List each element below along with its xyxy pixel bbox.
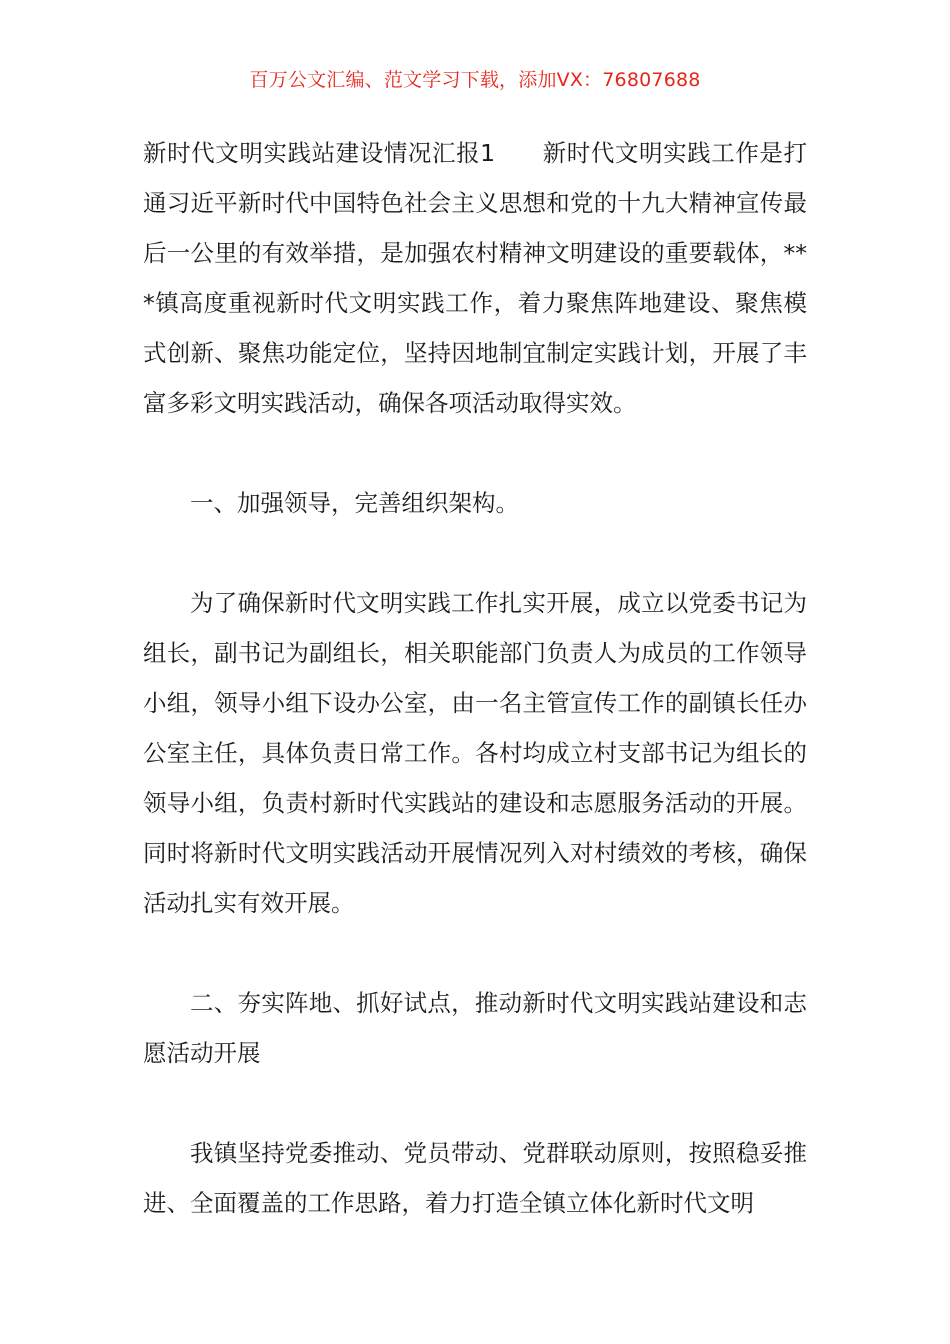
intro-paragraph xyxy=(143,128,807,428)
header-watermark-text: 百万公文汇编、范文学习下载，添加VX：76807688 xyxy=(249,69,701,91)
section-1-body: 为了确保新时代文明实践工作扎实开展，成立以党委书记为组长，副书记为副组长，相关职能部门负责人为成员的工作领导小组，领导小组下设办公室，由一名主管宣传工作的副镇长任办公室主任，具体负责日常工作。各村均成立村支部书记为组长的领导小组，负责村新时代实践站的建设和志愿服务活动的开展。同时将新时代文明实践活动开展情况列入对村绩效的考核，确保活动扎实有效开展。 xyxy=(143,589,807,917)
document-title: 新时代文明实践站建设情况汇报1 xyxy=(143,139,496,167)
section-2-heading: 二、夯实阵地、抓好试点，推动新时代文明实践站建设和志愿活动开展 xyxy=(143,989,807,1067)
document-body xyxy=(143,128,807,1228)
section-1-heading: 一、加强领导，完善组织架构。 xyxy=(190,489,519,517)
intro-text: 新时代文明实践工作是打通习近平新时代中国特色社会主义思想和党的十九大精神宣传最后一公里的有效举措，是加强农村精神文明建设的重要载体，***镇高度重视新时代文明实践工作，着力聚焦阵地建设、聚焦模式创新、聚焦功能定位，坚持因地制宜制定实践计划，开展了丰富多彩文明实践活动，确保各项活动取得实效。 xyxy=(143,139,808,417)
section-2-body: 我镇坚持党委推动、党员带动、党群联动原则，按照稳妥推进、全面覆盖的工作思路，着力打造全镇立体化新时代文明 xyxy=(143,1139,807,1217)
